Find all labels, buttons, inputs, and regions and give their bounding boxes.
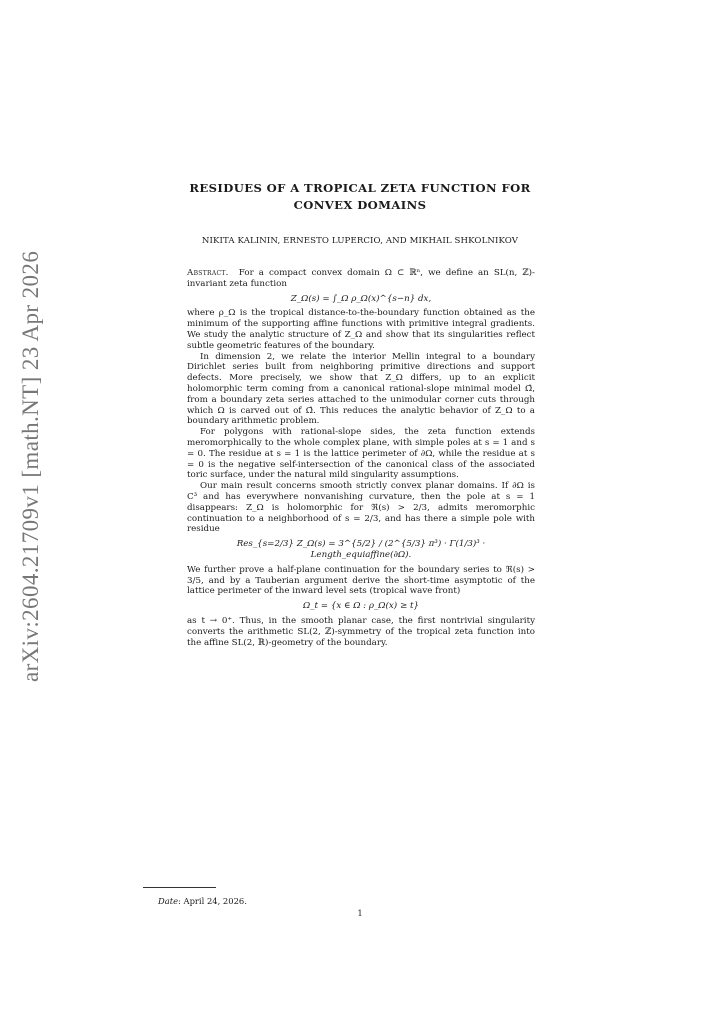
footnote-date [158, 896, 247, 906]
footnote-date-value: : April 24, 2026. [178, 896, 247, 906]
abstract-paragraph-6: as t → 0⁺. Thus, in the smooth planar case, the first nontrivial singularity converts the arithmetic SL(2, ℤ)-symmetry of the tropical zeta function into the affine SL(2, ℝ)-geometry of the boundary. [187, 615, 535, 648]
abstract [187, 268, 535, 648]
abstract-paragraph-1-continued: where ρ_Ω is the tropical distance-to-the-boundary function obtained as the minimum of the supporting affine functions with primitive integral gradients. We study the analytic structure of Z_Ω and show that its singularities reflect subtle geometric features of the boundary. [187, 308, 535, 351]
footnote-divider [143, 887, 216, 888]
author-list: NIKITA KALININ, ERNESTO LUPERCIO, AND MIKHAIL SHKOLNIKOV [201, 236, 519, 246]
equation-zeta-definition: Z_Ω(s) = ∫_Ω ρ_Ω(x)^{s−n} dx, [290, 293, 432, 304]
abstract-paragraph-1 [187, 268, 535, 290]
equation-residue: Res_{s=2/3} Z_Ω(s) = 3^{5/2} / (2^{5/3} π³) · Γ(1/3)³ · Length_equiaffine(∂Ω). [236, 539, 486, 560]
title-line-1: RESIDUES OF A TROPICAL ZETA FUNCTION FOR [189, 181, 531, 195]
equation-level-set: Ω_t = {x ∈ Ω : ρ_Ω(x) ≥ t} [302, 601, 420, 612]
footnote-date-label: Date [158, 896, 179, 906]
arxiv-identifier: arXiv:2604.21709v1 [math.NT] 23 Apr 2026 [18, 250, 43, 682]
title-line-2: CONVEX DOMAINS [293, 198, 427, 212]
abstract-label: Abstract. [187, 268, 229, 278]
page-number: 1 [357, 908, 363, 918]
abstract-paragraph-2: In dimension 2, we relate the interior Mellin integral to a boundary Dirichlet series built from neighboring primitive directions and support defects. More precisely, we show that Z_Ω differs, up to an explicit holomorphic term coming from a canonical rational-slope minimal model Ω̂, from a boundary zeta series attached to the unimodular corner cuts through which Ω is carved out of Ω̂. This reduces the analytic behavior of Z_Ω to a boundary arithmetic problem. [187, 351, 535, 427]
abstract-paragraph-4: Our main result concerns smooth strictly convex planar domains. If ∂Ω is C³ and has everywhere nonvanishing curvature, then the pole at s = 1 disappears: Z_Ω is holomorphic for ℜ(s) > 2/3, admits meromorphic continuation to a neighborhood of s = 2/3, and has there a simple pole with residue [187, 481, 535, 535]
paper-title [160, 180, 560, 214]
abstract-paragraph-5: We further prove a half-plane continuation for the boundary series to ℜ(s) > 3/5, and by a Tauberian argument derive the short-time asymptotic of the lattice perimeter of the inward level sets (tropical wave front) [187, 564, 535, 597]
abstract-paragraph-3: For polygons with rational-slope sides, the zeta function extends meromorphically to the whole complex plane, with simple poles at s = 1 and s = 0. The residue at s = 1 is the lattice perimeter of ∂Ω, while the residue at s = 0 is the negative self-intersection of the canonical class of the associated toric surface, under the natural mild singularity assumptions. [187, 427, 535, 481]
abstract-intro: For a compact convex domain Ω ⊂ ℝⁿ, we define an SL(n, ℤ)-invariant zeta function [187, 268, 535, 289]
